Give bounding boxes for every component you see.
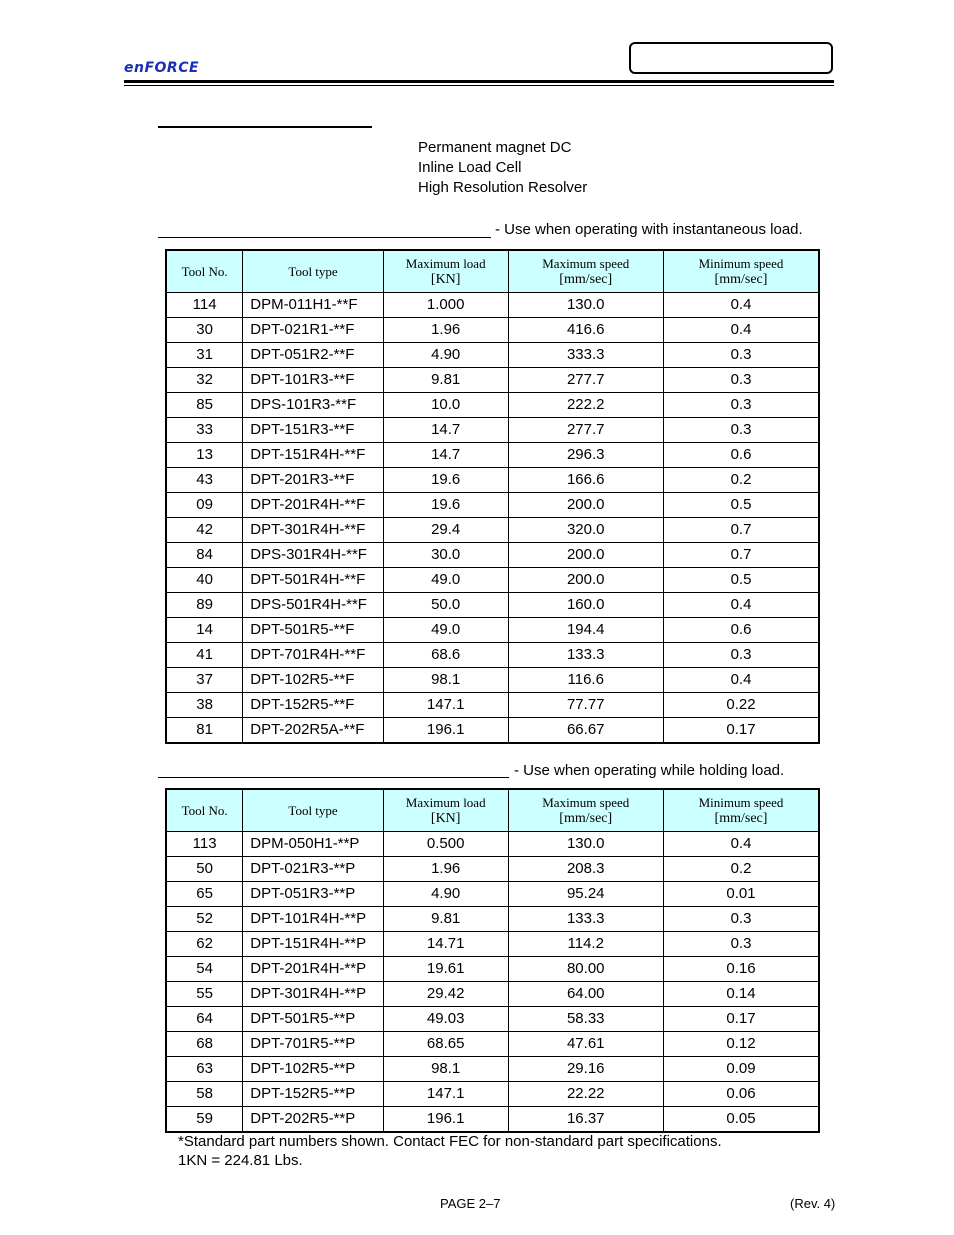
cell-tool-no: 14	[166, 617, 243, 642]
cell-min-speed: 0.3	[663, 642, 819, 667]
col-min-speed: Minimum speed [mm/sec]	[663, 250, 819, 292]
cell-max-speed: 277.7	[508, 367, 663, 392]
cell-tool-type: DPT-151R3-**F	[243, 417, 384, 442]
col-tool-no: Tool No.	[166, 250, 243, 292]
header-rule-thin	[124, 85, 834, 86]
cell-tool-type: DPT-152R5-**P	[243, 1081, 384, 1106]
cell-tool-type: DPT-501R5-**F	[243, 617, 384, 642]
table-row	[166, 956, 819, 981]
table-row	[166, 931, 819, 956]
table-row	[166, 717, 819, 743]
col-tool-type: Tool type	[243, 789, 384, 831]
cell-min-speed: 0.16	[663, 956, 819, 981]
table-row	[166, 592, 819, 617]
cell-min-speed: 0.3	[663, 342, 819, 367]
cell-min-speed: 0.5	[663, 567, 819, 592]
cell-max-load: 19.61	[383, 956, 508, 981]
table-row	[166, 617, 819, 642]
cell-max-load: 49.0	[383, 617, 508, 642]
cell-min-speed: 0.3	[663, 931, 819, 956]
table-row	[166, 517, 819, 542]
cell-min-speed: 0.2	[663, 467, 819, 492]
conversion-note: 1KN = 224.81 Lbs.	[178, 1152, 303, 1169]
section1-title-rule	[158, 237, 491, 238]
cell-max-load: 147.1	[383, 692, 508, 717]
cell-tool-no: 84	[166, 542, 243, 567]
cell-tool-no: 65	[166, 881, 243, 906]
cell-tool-type: DPT-021R1-**F	[243, 317, 384, 342]
cell-tool-no: 33	[166, 417, 243, 442]
cell-max-load: 14.7	[383, 442, 508, 467]
cell-max-speed: 95.24	[508, 881, 663, 906]
table-row	[166, 492, 819, 517]
table-row	[166, 1031, 819, 1056]
cell-min-speed: 0.4	[663, 317, 819, 342]
cell-min-speed: 0.7	[663, 542, 819, 567]
cell-max-load: 4.90	[383, 342, 508, 367]
cell-tool-type: DPT-101R3-**F	[243, 367, 384, 392]
cell-max-speed: 114.2	[508, 931, 663, 956]
enforce-logo: enFORCE	[124, 60, 200, 76]
col-max-speed: Maximum speed [mm/sec]	[508, 789, 663, 831]
header-rule	[124, 80, 834, 83]
cell-tool-no: 62	[166, 931, 243, 956]
cell-tool-no: 85	[166, 392, 243, 417]
cell-tool-no: 41	[166, 642, 243, 667]
cell-tool-no: 63	[166, 1056, 243, 1081]
cell-max-speed: 22.22	[508, 1081, 663, 1106]
cell-tool-no: 68	[166, 1031, 243, 1056]
cell-tool-no: 30	[166, 317, 243, 342]
cell-tool-type: DPT-501R5-**P	[243, 1006, 384, 1031]
cell-tool-type: DPT-301R4H-**P	[243, 981, 384, 1006]
cell-max-speed: 133.3	[508, 906, 663, 931]
cell-tool-type: DPT-101R4H-**P	[243, 906, 384, 931]
cell-min-speed: 0.3	[663, 417, 819, 442]
cell-tool-type: DPT-102R5-**P	[243, 1056, 384, 1081]
cell-min-speed: 0.4	[663, 831, 819, 856]
cell-tool-type: DPT-701R5-**P	[243, 1031, 384, 1056]
cell-min-speed: 0.06	[663, 1081, 819, 1106]
cell-min-speed: 0.14	[663, 981, 819, 1006]
cell-tool-no: 113	[166, 831, 243, 856]
cell-tool-type: DPT-151R4H-**P	[243, 931, 384, 956]
cell-max-load: 49.0	[383, 567, 508, 592]
table-row	[166, 667, 819, 692]
cell-max-load: 19.6	[383, 492, 508, 517]
cell-max-speed: 77.77	[508, 692, 663, 717]
table-row	[166, 367, 819, 392]
cell-tool-type: DPT-202R5A-**F	[243, 717, 384, 743]
cell-tool-type: DPT-051R2-**F	[243, 342, 384, 367]
table-row	[166, 856, 819, 881]
cell-max-load: 98.1	[383, 667, 508, 692]
col-max-load: Maximum load [KN]	[383, 789, 508, 831]
cell-max-speed: 194.4	[508, 617, 663, 642]
cell-max-speed: 277.7	[508, 417, 663, 442]
standard-parts-note: *Standard part numbers shown. Contact FEC for non-standard part specifications.	[178, 1133, 722, 1150]
cell-max-speed: 208.3	[508, 856, 663, 881]
cell-max-load: 1.000	[383, 292, 508, 317]
table-row	[166, 906, 819, 931]
cell-tool-type: DPM-011H1-**F	[243, 292, 384, 317]
cell-min-speed: 0.12	[663, 1031, 819, 1056]
cell-min-speed: 0.05	[663, 1106, 819, 1132]
cell-tool-no: 42	[166, 517, 243, 542]
spec-resolver: High Resolution Resolver	[418, 179, 588, 196]
cell-tool-type: DPT-102R5-**F	[243, 667, 384, 692]
cell-tool-type: DPS-301R4H-**F	[243, 542, 384, 567]
col-min-speed: Minimum speed [mm/sec]	[663, 789, 819, 831]
cell-tool-type: DPS-101R3-**F	[243, 392, 384, 417]
cell-max-speed: 80.00	[508, 956, 663, 981]
cell-min-speed: 0.6	[663, 617, 819, 642]
cell-tool-type: DPT-051R3-**P	[243, 881, 384, 906]
cell-min-speed: 0.6	[663, 442, 819, 467]
cell-tool-no: 38	[166, 692, 243, 717]
cell-max-load: 147.1	[383, 1081, 508, 1106]
cell-max-load: 0.500	[383, 831, 508, 856]
cell-max-speed: 116.6	[508, 667, 663, 692]
cell-tool-type: DPT-201R3-**F	[243, 467, 384, 492]
cell-max-speed: 64.00	[508, 981, 663, 1006]
cell-max-speed: 416.6	[508, 317, 663, 342]
cell-max-speed: 47.61	[508, 1031, 663, 1056]
table-row	[166, 417, 819, 442]
revision: (Rev. 4)	[790, 1196, 836, 1211]
cell-tool-type: DPT-021R3-**P	[243, 856, 384, 881]
cell-min-speed: 0.3	[663, 392, 819, 417]
cell-min-speed: 0.4	[663, 592, 819, 617]
cell-min-speed: 0.4	[663, 667, 819, 692]
cell-tool-type: DPT-202R5-**P	[243, 1106, 384, 1132]
cell-max-speed: 130.0	[508, 292, 663, 317]
table-row	[166, 442, 819, 467]
cell-max-load: 50.0	[383, 592, 508, 617]
cell-max-load: 29.42	[383, 981, 508, 1006]
cell-max-load: 10.0	[383, 392, 508, 417]
table-row	[166, 1006, 819, 1031]
cell-max-load: 19.6	[383, 467, 508, 492]
cell-min-speed: 0.5	[663, 492, 819, 517]
col-max-load: Maximum load [KN]	[383, 250, 508, 292]
cell-max-load: 29.4	[383, 517, 508, 542]
cell-max-load: 14.7	[383, 417, 508, 442]
table-row	[166, 881, 819, 906]
press-type-table	[165, 788, 820, 1133]
table-row	[166, 981, 819, 1006]
cell-min-speed: 0.4	[663, 292, 819, 317]
cell-max-speed: 58.33	[508, 1006, 663, 1031]
cell-min-speed: 0.7	[663, 517, 819, 542]
cell-max-speed: 133.3	[508, 642, 663, 667]
table-row	[166, 831, 819, 856]
cell-max-load: 9.81	[383, 367, 508, 392]
cell-tool-no: 64	[166, 1006, 243, 1031]
col-max-speed: Maximum speed [mm/sec]	[508, 250, 663, 292]
section1-note: - Use when operating with instantaneous load.	[495, 221, 803, 238]
cell-max-load: 14.71	[383, 931, 508, 956]
cell-tool-no: 54	[166, 956, 243, 981]
cell-min-speed: 0.3	[663, 367, 819, 392]
cell-max-speed: 166.6	[508, 467, 663, 492]
cell-min-speed: 0.17	[663, 1006, 819, 1031]
cell-min-speed: 0.17	[663, 717, 819, 743]
col-tool-type: Tool type	[243, 250, 384, 292]
cell-max-speed: 200.0	[508, 542, 663, 567]
table-row	[166, 317, 819, 342]
cell-max-load: 4.90	[383, 881, 508, 906]
cell-tool-type: DPT-501R4H-**F	[243, 567, 384, 592]
table-row	[166, 542, 819, 567]
cell-max-load: 30.0	[383, 542, 508, 567]
header-title-box	[629, 42, 833, 74]
cell-tool-type: DPS-501R4H-**F	[243, 592, 384, 617]
cell-tool-type: DPT-701R4H-**F	[243, 642, 384, 667]
table-row	[166, 642, 819, 667]
cell-tool-type: DPT-201R4H-**P	[243, 956, 384, 981]
cell-min-speed: 0.2	[663, 856, 819, 881]
cell-tool-type: DPT-152R5-**F	[243, 692, 384, 717]
spec-motor: Permanent magnet DC	[418, 139, 572, 156]
cell-tool-no: 58	[166, 1081, 243, 1106]
cell-min-speed: 0.3	[663, 906, 819, 931]
cell-max-speed: 130.0	[508, 831, 663, 856]
cell-min-speed: 0.01	[663, 881, 819, 906]
col-tool-no: Tool No.	[166, 789, 243, 831]
table-row	[166, 1081, 819, 1106]
table-header-row	[166, 250, 819, 292]
cell-min-speed: 0.09	[663, 1056, 819, 1081]
cell-max-speed: 333.3	[508, 342, 663, 367]
table-row	[166, 1056, 819, 1081]
table-row	[166, 292, 819, 317]
force-type-table-body	[166, 292, 819, 743]
cell-max-speed: 29.16	[508, 1056, 663, 1081]
cell-max-load: 68.6	[383, 642, 508, 667]
cell-max-load: 1.96	[383, 856, 508, 881]
cell-max-load: 9.81	[383, 906, 508, 931]
table-row	[166, 1106, 819, 1132]
cell-tool-no: 59	[166, 1106, 243, 1132]
cell-tool-no: 40	[166, 567, 243, 592]
table-row	[166, 392, 819, 417]
cell-max-speed: 200.0	[508, 567, 663, 592]
cell-max-load: 49.03	[383, 1006, 508, 1031]
cell-tool-no: 81	[166, 717, 243, 743]
cell-max-load: 1.96	[383, 317, 508, 342]
cell-tool-no: 50	[166, 856, 243, 881]
cell-max-load: 196.1	[383, 1106, 508, 1132]
cell-tool-type: DPT-301R4H-**F	[243, 517, 384, 542]
cell-max-speed: 320.0	[508, 517, 663, 542]
force-type-table	[165, 249, 820, 744]
section2-note: - Use when operating while holding load.	[514, 762, 785, 779]
cell-tool-type: DPT-201R4H-**F	[243, 492, 384, 517]
cell-tool-type: DPT-151R4H-**F	[243, 442, 384, 467]
cell-tool-no: 31	[166, 342, 243, 367]
table-row	[166, 567, 819, 592]
cell-tool-no: 89	[166, 592, 243, 617]
cell-max-speed: 222.2	[508, 392, 663, 417]
cell-tool-type: DPM-050H1-**P	[243, 831, 384, 856]
cell-tool-no: 43	[166, 467, 243, 492]
section2-title-rule	[158, 777, 509, 778]
cell-max-load: 98.1	[383, 1056, 508, 1081]
cell-tool-no: 114	[166, 292, 243, 317]
section-heading-rule	[158, 126, 372, 128]
cell-tool-no: 52	[166, 906, 243, 931]
cell-max-speed: 66.67	[508, 717, 663, 743]
press-type-table-body	[166, 831, 819, 1132]
cell-max-speed: 16.37	[508, 1106, 663, 1132]
cell-min-speed: 0.22	[663, 692, 819, 717]
cell-tool-no: 13	[166, 442, 243, 467]
cell-tool-no: 37	[166, 667, 243, 692]
cell-tool-no: 09	[166, 492, 243, 517]
cell-max-load: 196.1	[383, 717, 508, 743]
cell-tool-no: 55	[166, 981, 243, 1006]
page-number: PAGE 2–7	[440, 1196, 501, 1211]
table-row	[166, 342, 819, 367]
table-header-row	[166, 789, 819, 831]
table-row	[166, 467, 819, 492]
spec-load-cell: Inline Load Cell	[418, 159, 522, 176]
cell-tool-no: 32	[166, 367, 243, 392]
cell-max-speed: 200.0	[508, 492, 663, 517]
cell-max-speed: 296.3	[508, 442, 663, 467]
cell-max-speed: 160.0	[508, 592, 663, 617]
cell-max-load: 68.65	[383, 1031, 508, 1056]
table-row	[166, 692, 819, 717]
